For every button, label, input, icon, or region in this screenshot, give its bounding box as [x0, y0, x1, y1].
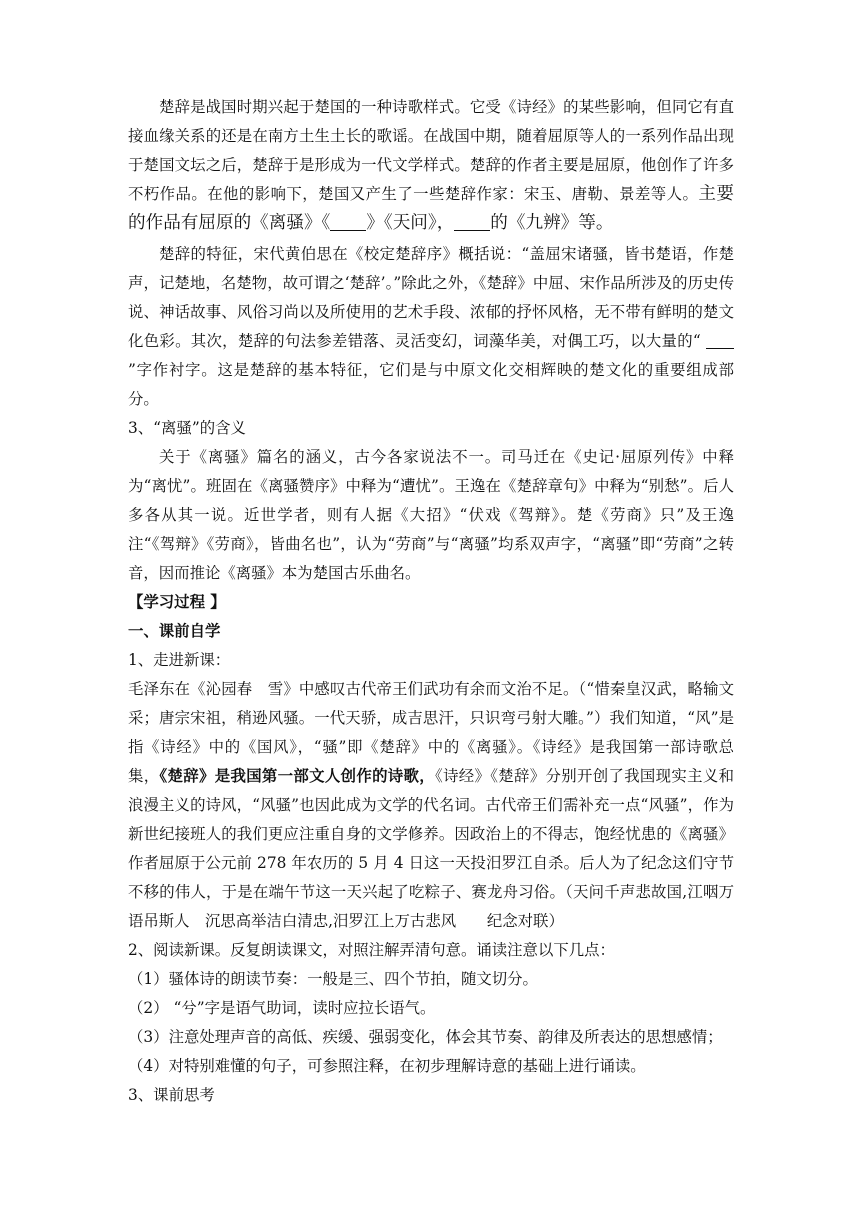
reading-point-4: （4）对特别难懂的句子，可参照注释，在初步理解诗意的基础上进行诵读。 — [128, 1057, 646, 1075]
lisao-meaning-paragraph: 关于《离骚》篇名的涵义，古今各家说法不一。司马迁在《史记·屈原列传》中释为“离忧”。班固在《离骚赞序》中释为“遭忧”。王逸在《楚辞章句》中释为“别愁”。后人多各从其一说。近世学者，则有人据《大招》“伏戏《驾辩》。楚《劳商》只”及王逸注“《驾辩》《劳商》，皆曲名也”，认为“劳商”与“离骚”均系双声字，“离骚”即“劳商”之转音，因而推论《离骚》本为楚国古乐曲名。 — [128, 448, 734, 582]
study-process-heading: 【学习过程 】 — [128, 593, 226, 611]
section-3-title: 3、“离骚”的含义 — [128, 419, 246, 437]
reading-point-1: （1）骚体诗的朗读节奏：一般是三、四个节拍，随文切分。 — [128, 970, 538, 988]
intro-paragraph-chuci — [128, 93, 734, 238]
fill-blank-author[interactable] — [454, 212, 490, 231]
fill-blank-char[interactable] — [706, 330, 734, 349]
reading-point-3: （3）注意处理声音的高低、疾缓、强弱变化，体会其节奏、韵律及所表达的思想感情； — [128, 1028, 723, 1046]
new-lesson-paragraph: 毛泽东在《沁园春 雪》中感叹古代帝王们武功有余而文治不足。（“惜秦皇汉武，略输文采；唐宗宋祖，稍逊风骚。一代天骄，成吉思汗，只识弯弓射大雕。”）我们知道，“风”是指《诗经》中的《国风》，“骚”即《楚辞》中的《离骚》。《诗经》是我国第一部诗歌总集，《楚辞》是我国第一部文人创作的诗歌，《诗经》《楚辞》分别开创了我国现实主义和浪漫主义的诗风，“风骚”也因此成为文学的代名词。古代帝王们需补充一点“风骚”，作为新世纪接班人的我们更应注重自身的文学修养。因政治上的不得志，饱经忧患的《离骚》作者屈原于公元前 278 年农历的 5 月 4 日这一天投汨罗江自杀。后人为了纪念这们守节不移的伟人，于是在端午节这一天兴起了吃粽子、赛龙舟习俗。（天问千声悲故国,江咽万语吊斯人 沉思高举洁白清忠,汨罗江上万古悲风 纪念对联） — [128, 680, 734, 930]
main-works-sentence: 主要的作品有屈原的《离骚》《 》《天问》， 的《九辨》等。 — [128, 184, 734, 233]
chuci-bold-statement: 《楚辞》是我国第一部文人创作的诗歌， — [159, 767, 436, 785]
features-paragraph: 楚辞的特征，宋代黄伯思在《校定楚辞序》概括说：“盖屈宋诸骚，皆书楚语，作楚声，记楚地，名楚物，故可谓之‘楚辞’。”除此之外，《楚辞》中屈、宋作品所涉及的历史传说、神话故事、风俗习尚以及所使用的艺术手段、浓郁的抒怀风格，无不带有鲜明的楚文化色彩。其次，楚辞的句法参差错落、灵活变幻，词藻华美，对偶工巧，以大量的“ ”字作衬字。这是楚辞的基本特征，它们是与中原文化交相辉映的楚文化的重要组成部分。 — [128, 245, 734, 408]
item-2-title: 2、阅读新课。反复朗读课文，对照注解弄清句意。诵读注意以下几点： — [128, 941, 615, 959]
item-3-title: 3、课前思考 — [128, 1086, 215, 1104]
reading-point-2: （2） “兮”字是语气助词，读时应拉长语气。 — [128, 999, 436, 1017]
document-page — [128, 93, 734, 1110]
intro-paragraph-text: 楚辞是战国时期兴起于楚国的一种诗歌样式。它受《诗经》的某些影响，但同它有直接血缘关系的还是在南方土生土长的歌谣。在战国中期，随着屈原等人的一系列作品出现于楚国文坛之后，楚辞于是形成为一代文学样式。楚辞的作者主要是屈原，他创作了许多不朽作品。在他的影响下，楚国又产生了一些楚辞作家：宋玉、唐勒、景差等人。 — [128, 98, 734, 203]
pre-class-heading: 一、课前自学 — [128, 622, 221, 640]
fill-blank-work[interactable] — [330, 212, 366, 231]
item-1-title: 1、走进新课： — [128, 651, 231, 669]
